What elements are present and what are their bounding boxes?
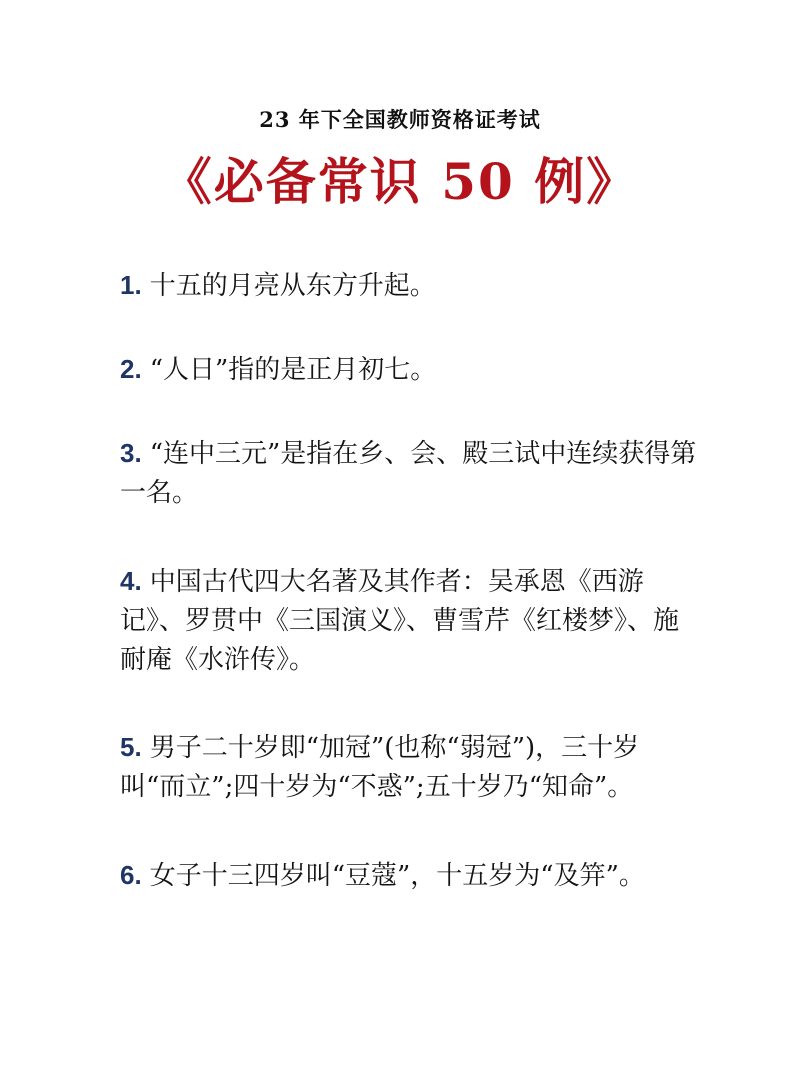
item-text: “人日”指的是正月初七。 [149,355,437,385]
item-number: 3. [120,438,142,468]
list-item-2 [120,350,700,390]
item-number: 2. [120,354,142,384]
document-subtitle: 23 年下全国教师资格证考试 [259,107,541,132]
item-text: 十五的月亮从东方升起。 [149,271,436,301]
list-item-3 [120,434,700,513]
item-number: 1. [120,270,142,300]
list-item-4 [120,562,700,680]
document-title: 《必备常识 50 例》 [161,152,639,211]
list-item-1 [120,266,700,306]
item-number: 5. [120,732,142,762]
item-number: 4. [120,566,142,596]
item-text: “连中三元”是指在乡、会、殿三试中连续获得第一名。 [120,439,697,508]
list-item-6 [120,856,700,896]
item-number: 6. [120,860,142,890]
item-text: 男子二十岁即“加冠”(也称“弱冠”)，三十岁叫“而立”;四十岁为“不惑”;五十岁乃“知命”。 [120,733,640,802]
item-text: 中国古代四大名著及其作者：吴承恩《西游记》、罗贯中《三国演义》、曹雪芹《红楼梦》、施耐庵《水浒传》。 [120,567,680,675]
list-item-5 [120,728,700,807]
item-text: 女子十三四岁叫“豆蔻”，十五岁为“及笄”。 [149,861,645,891]
